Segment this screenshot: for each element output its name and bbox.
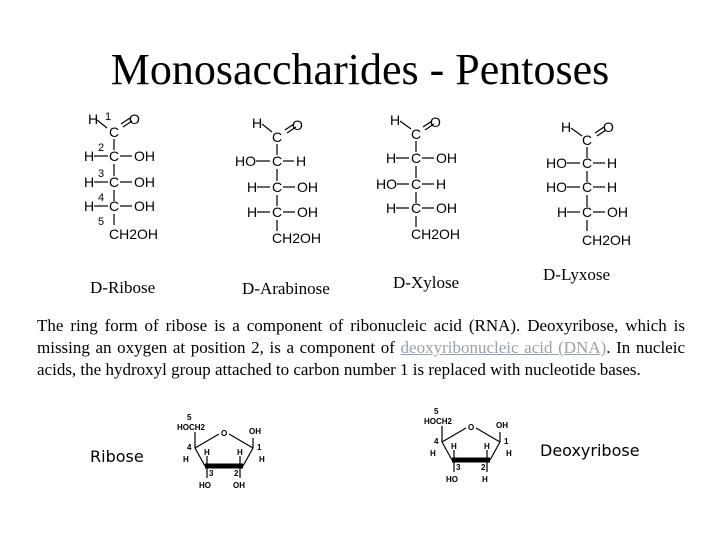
atom-hoch2: HOCH2 [424,417,453,426]
atom-oh: OH [233,481,245,490]
carbon-number: 5 [98,216,105,228]
atom-ho: HO [546,179,567,195]
atom-oh: OH [134,198,155,214]
carbon-number: 4 [187,443,192,452]
atom-c: C [272,179,283,195]
atom-h: H [386,150,397,166]
atom-h: H [237,448,243,457]
carbon-number: 5 [434,407,439,416]
atom-h: H [506,449,512,458]
carbon-number: 2 [98,142,105,154]
atom-c: C [272,204,283,220]
structure-name: D-Xylose [393,273,460,292]
dna-link[interactable]: deoxyribonucleic acid (DNA) [400,338,607,357]
carbon-number: 2 [234,469,239,478]
atom-c: C [109,148,120,164]
atom-oh: OH [134,174,155,190]
carbon-number: 3 [98,168,105,180]
atom-h: H [247,179,258,195]
atom-oh: OH [297,204,318,220]
atom-h: H [84,174,95,190]
atom-h: H [451,442,457,451]
structure-name: D-Arabinose [242,279,330,298]
atom-c: C [109,174,120,190]
deoxyribose-ring-structure [422,406,517,486]
atom-o: O [430,114,441,130]
atom-oh: OH [436,150,457,166]
d-xylose-structure [374,110,484,245]
atom-h: H [247,204,258,220]
atom-h: H [259,455,265,464]
atom-oh: OH [496,421,508,430]
atom-o: O [221,429,228,438]
carbon-number: 1 [105,111,112,123]
atom-ho: HO [446,475,458,484]
atom-h: H [561,119,572,135]
atom-c: C [411,176,422,192]
atom-c: C [109,198,120,214]
atom-h: H [183,455,189,464]
carbon-number: 5 [187,413,192,422]
atom-c: C [411,126,422,142]
atom-ch2oh: CH2OH [411,226,461,242]
atom-c: C [582,204,593,220]
carbon-number: 3 [209,469,214,478]
structure-name: D-Lyxose [543,265,611,284]
atom-h: H [607,155,618,171]
carbon-number: 3 [456,463,461,472]
atom-o: O [603,119,614,135]
atom-c: C [411,200,422,216]
atom-oh: OH [297,179,318,195]
structure-name: D-Ribose [90,278,156,297]
atom-h: H [296,153,307,169]
atom-oh: OH [134,148,155,164]
carbon-number: 1 [257,443,262,452]
slide-title: Monosaccharides - Pentoses [110,45,610,94]
atom-h: H [88,111,99,127]
atom-oh: OH [607,204,628,220]
carbon-number: 1 [504,437,509,446]
description-paragraph [37,315,685,381]
atom-h: H [482,475,488,484]
atom-h: H [436,176,447,192]
atom-h: H [607,179,618,195]
atom-h: H [84,198,95,214]
atom-h: H [252,115,263,131]
atom-o: O [468,423,475,432]
atom-ho: HO [235,153,256,169]
atom-ho: HO [376,176,397,192]
paragraph-text: The ring form of ribose is a component of ribonucleic acid (RNA). Deoxyribose, which is missing an oxygen at position 2, is a component of [37,316,685,357]
carbon-number: 4 [434,437,439,446]
atom-c: C [582,132,593,148]
ring-label: Deoxyribose [540,441,640,460]
carbon-number: 2 [481,463,486,472]
atom-ch2oh: CH2OH [272,230,322,246]
atom-h: H [557,204,568,220]
atom-h: H [204,448,210,457]
d-lyxose-structure [543,114,653,249]
atom-c: C [582,155,593,171]
ring-label: Ribose [90,447,144,466]
carbon-number: 4 [98,192,105,204]
atom-c: C [272,153,283,169]
ribose-ring-structure [175,412,270,492]
atom-ho: HO [546,155,567,171]
atom-o: O [129,111,140,127]
d-arabinose-structure [232,112,342,247]
atom-h: H [390,112,401,128]
atom-h: H [84,148,95,164]
atom-c: C [582,179,593,195]
d-ribose-structure [80,108,190,250]
atom-h: H [484,442,490,451]
atom-ch2oh: CH2OH [582,232,632,248]
atom-ho: HO [199,481,211,490]
atom-oh: OH [249,427,261,436]
atom-c: C [411,150,422,166]
atom-ch2oh: CH2OH [109,226,159,242]
atom-oh: OH [436,200,457,216]
atom-hoch2: HOCH2 [177,423,206,432]
paragraph-text: . In nucleic acids, the hydroxyl group attached to carbon number 1 is replaced with nucleotide bases. [37,338,685,379]
atom-o: O [292,117,303,133]
atom-c: C [109,124,120,140]
atom-h: H [386,200,397,216]
atom-c: C [272,129,283,145]
atom-h: H [430,449,436,458]
